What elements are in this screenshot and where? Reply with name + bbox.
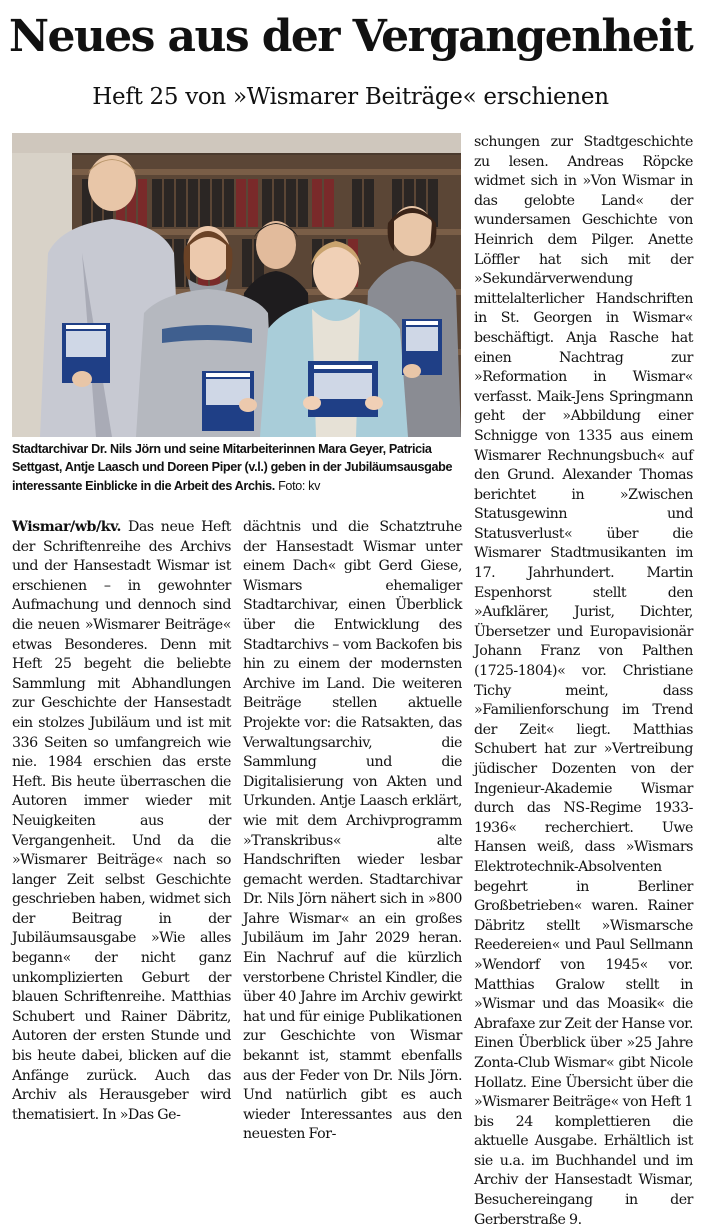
subheadline: Heft 25 von »Wismarer Beiträge« erschienen bbox=[92, 84, 609, 110]
article-photo bbox=[12, 133, 461, 437]
article-column-2 bbox=[243, 518, 462, 1145]
article-column-3 bbox=[474, 133, 693, 1230]
dateline: Wismar/wb/kv. bbox=[12, 519, 121, 535]
body-text-col2: dächtnis und die Schatztruhe der Hansestadt Wismar unter einem Dach« gibt Gerd Giese, Wismars ehemaliger Stadtarchivar, einen Überblick über die Entwicklung des Stadtarchivs – vom Backofen bis hin zu einem der modernsten Archive im Land. Die weiteren Beiträge stellen aktuelle Projekte vor: die Ratsakten, das Verwaltungsarchiv, die Sammlung und die Digitalisierung von Akten und Urkunden. Antje Laasch erklärt, wie mit dem Archivprogramm »Transkribus« alte Handschriften wieder lesbar gemacht werden. Stadtarchivar Dr. Nils Jörn nähert sich in »800 Jahre Wismar« an ein großes Jubiläum im Jahr 2029 heran. Ein Nachruf auf die kürzlich verstorbene Christel Kindler, die über 40 Jahre im Archiv gewirkt hat und für einige Publikationen zur Geschichte von Wismar bekannt ist, stammt ebenfalls aus der Feder von Dr. Nils Jörn. Und natürlich gibt es auch wieder Interessantes aus den neuesten For- bbox=[243, 519, 462, 1143]
book-cover-center bbox=[308, 361, 378, 417]
body-text-col1: Das neue Heft der Schriftenreihe des Archivs und der Hansestadt Wismar ist erschienen – in gewohnter Aufmachung und dennoch sind die neuen »Wismarer Beiträge« etwas Besonderes. Denn mit Heft 25 begeht die beliebte Sammlung mit Abhandlungen zur Geschichte der Hansestadt ein stolzes Jubiläum und ist mit 336 Seiten so umfangreich wie nie. 1984 erschien das erste Heft. Bis heute überraschen die Autoren immer wieder mit Neuigkeiten aus der Vergangenheit. Und da die »Wismarer Beiträge« nach so langer Zeit selbst Geschichte geschrieben haben, widmet sich der Beitrag in der Jubiläumsausgabe »Wie alles begann« der nicht ganz unkomplizierten Geburt der blauen Schriftenreihe. Matthias Schubert und Rainer Däbritz, Autoren der ersten Stunde und bis heute dabei, blicken auf die Anfänge zurück. Auch das Archiv als Herausgeber wird thematisiert. In »Das Ge- bbox=[12, 519, 231, 1123]
group-photo-illustration bbox=[12, 133, 461, 437]
headline: Neues aus der Vergangenheit bbox=[8, 11, 693, 62]
caption-text: Stadtarchivar Dr. Nils Jörn und seine Mitarbeiterinnen Mara Geyer, Patricia Settgast, Antje Laasch und Doreen Piper (v.l.) geben in der Jubiläumsausgabe interessante Einblicke in die Arbeit des Archis. bbox=[12, 442, 453, 493]
photo-caption bbox=[12, 440, 461, 495]
article-column-1 bbox=[12, 518, 231, 1125]
body-text-col3: schungen zur Stadtgeschichte zu lesen. Andreas Röpcke widmet sich in »Von Wismar in das gelobte Land« der wundersamen Geschichte von Heinrich dem Pilger. Anette Löffler hat sich mit der »Sekundärverwendung mittelalterlicher Handschriften in St. Georgen in Wismar« beschäftigt. Anja Rasche hat einen Nachtrag zur »Reformation in Wismar« verfasst. Maik-Jens Springmann geht der »Abbildung einer Schnigge von 1335 aus einem Wismarer Rechnungsbuch« auf den Grund. Alexander Thomas berichtet in »Zwischen Statusgewinn und Statusverlust« über die Wismarer Stadtmusikanten im 17. Jahrhundert. Martin Espenhorst stellt den »Aufklärer, Jurist, Dichter, Übersetzer und Europavisionär Johann Franz von Palthen (1725-1804)« vor. Christiane Tichy meint, dass »Familienforschung im Trend der Zeit« liegt. Matthias Schubert hat zur »Vertreibung jüdischer Dozenten von der Ingenieur-Akademie Wismar durch das NS-Regime 1933-1936« recherchiert. Uwe Hansen weiß, dass »Wismars Elektrotechnik-Absolventen begehrt in Berliner Großbetrieben« waren. Rainer Däbritz stellt »Wismarsche Reedereien« und Paul Sellmann »Wendorf von 1945« vor. Matthias Gralow stellt in »Wismar und das Moasik« die Abrafaxe zur Zeit der Hanse vor. Einen Überblick über »25 Jahre Zonta-Club Wismar« gibt Nicole Hollatz. Eine Übersicht über die »Wismarer Beiträge« von Heft 1 bis 24 komplettieren die aktuelle Ausgabe. Erhältlich ist sie u.a. im Buchhandel und im Archiv der Hansestadt Wismar, Besuchereingang in der Gerberstraße 9. bbox=[474, 134, 693, 1228]
photo-credit: Foto: kv bbox=[278, 478, 321, 493]
